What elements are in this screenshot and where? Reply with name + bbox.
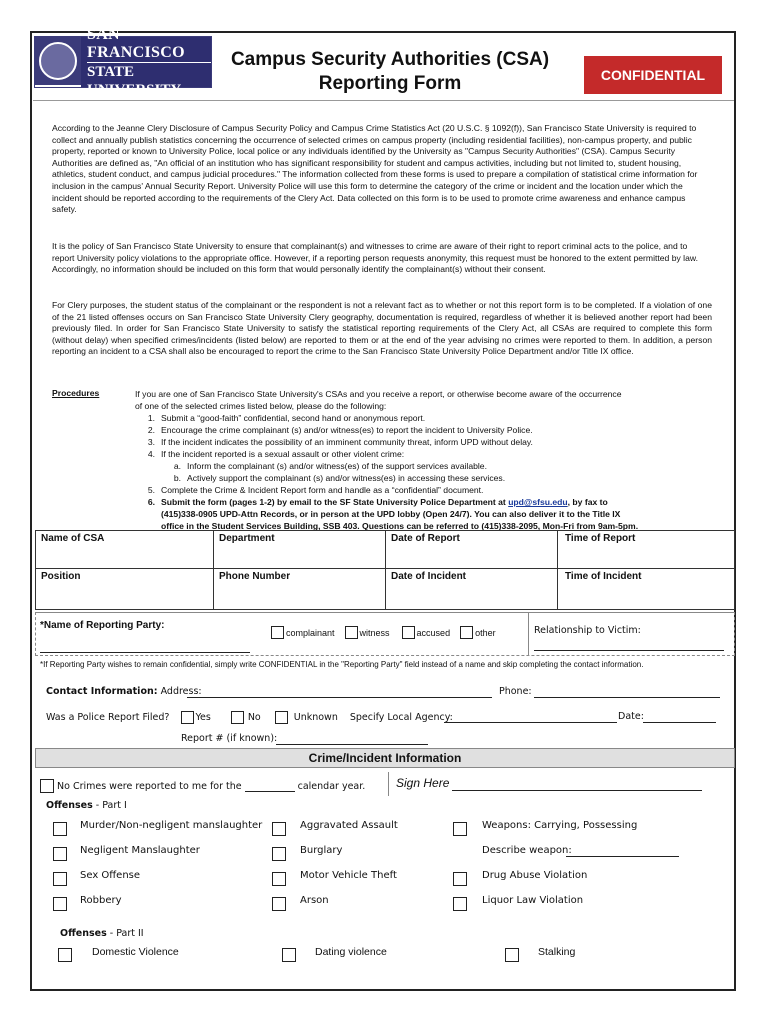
- procedure-step-6-line3: office in the Student Services Building, SSB 403. Questions can be referred to (415)338-2095, Mon-Fri from 9am-5pm.: [161, 521, 639, 531]
- police-date-label: Date:: [618, 711, 644, 722]
- police-yes-label: Yes: [195, 712, 211, 723]
- form-title-line2: Reporting Form: [318, 73, 462, 94]
- reporting-party-name-input[interactable]: [40, 652, 250, 653]
- time-of-report-field[interactable]: Time of Report: [565, 533, 636, 544]
- phone-number-field[interactable]: Phone Number: [219, 571, 291, 582]
- drug-abuse-checkbox[interactable]: [453, 872, 467, 886]
- time-of-incident-field[interactable]: Time of Incident: [565, 571, 642, 582]
- offenses-part2-heading: Offenses - Part II: [60, 928, 144, 939]
- sex-offense-label: Sex Offense: [80, 870, 141, 881]
- address-label: Address:: [160, 686, 202, 697]
- name-of-csa-field[interactable]: Name of CSA: [41, 533, 105, 544]
- police-no-label: No: [247, 712, 261, 723]
- complainant-checkbox[interactable]: [271, 626, 284, 639]
- procedure-step-4a: a. Inform the complainant (s) and/or witness(es) of the support services available.: [173, 461, 487, 471]
- procedure-step-2: 2. Encourage the crime complainant (s) and/or witness(es) to report the incident to University Police.: [147, 425, 533, 435]
- describe-weapon-label: Describe weapon:: [482, 845, 572, 856]
- police-date-input[interactable]: [643, 722, 716, 723]
- address-input[interactable]: [187, 697, 492, 698]
- weapons-label: Weapons: Carrying, Possessing: [482, 820, 638, 831]
- relationship-divider: [528, 612, 529, 655]
- confidential-badge: CONFIDENTIAL: [584, 56, 722, 94]
- procedures-list: [135, 388, 735, 532]
- robbery-checkbox[interactable]: [53, 897, 67, 911]
- arson-checkbox[interactable]: [272, 897, 286, 911]
- signature-input[interactable]: [452, 790, 702, 791]
- motor-vehicle-theft-checkbox[interactable]: [272, 872, 286, 886]
- police-no-checkbox[interactable]: [231, 711, 244, 724]
- dating-violence-checkbox[interactable]: [282, 948, 296, 962]
- burglary-checkbox[interactable]: [272, 847, 286, 861]
- report-number-input[interactable]: [276, 744, 428, 745]
- complainant-label: complainant: [286, 627, 335, 638]
- phone-label: Phone:: [499, 686, 532, 697]
- other-label: other: [475, 627, 496, 638]
- procedure-step-1: 1. Submit a “good-faith” confidential, second hand or anonymous report.: [147, 413, 426, 423]
- calendar-year-input[interactable]: [245, 781, 295, 792]
- no-crimes-checkbox[interactable]: [40, 779, 54, 793]
- murder-checkbox[interactable]: [53, 822, 67, 836]
- negligent-manslaughter-label: Negligent Manslaughter: [80, 845, 200, 856]
- offenses-part1-heading: Offenses - Part I: [46, 800, 127, 811]
- witness-checkbox[interactable]: [345, 626, 358, 639]
- sfsu-logo: [34, 25, 212, 98]
- csa-info-grid: [35, 530, 735, 610]
- negligent-manslaughter-checkbox[interactable]: [53, 847, 67, 861]
- aggravated-assault-checkbox[interactable]: [272, 822, 286, 836]
- form-title-line1: Campus Security Authorities (CSA): [230, 49, 550, 70]
- relationship-input[interactable]: [534, 650, 724, 651]
- no-crimes-text: No Crimes were reported to me for the: [57, 780, 242, 792]
- local-agency-label: Specify Local Agency:: [349, 712, 453, 723]
- position-field[interactable]: Position: [41, 571, 81, 582]
- procedure-step-3: 3. If the incident indicates the possibility of an imminent community threat, inform UPD without delay.: [147, 437, 533, 447]
- party-role-options: [271, 626, 496, 639]
- reporting-party-label: *Name of Reporting Party:: [40, 620, 165, 631]
- procedures-heading: Procedures: [52, 388, 100, 398]
- procedure-step-6: 6. Submit the form (pages 1-2) by email to the SF State University Police Department at upd@sfsu.edu, by fax to: [147, 497, 608, 507]
- confidential-note: *If Reporting Party wishes to remain confidential, simply write CONFIDENTIAL in the "Reporting Party" field instead of a name and skip completing the contact information.: [40, 660, 644, 669]
- contact-phone-input[interactable]: [534, 697, 720, 698]
- burglary-label: Burglary: [300, 845, 343, 856]
- date-of-report-field[interactable]: Date of Report: [391, 533, 460, 544]
- dating-violence-label: Dating violence: [315, 946, 387, 958]
- procedures-intro-1: If you are one of San Francisco State University's CSAs and you receive a report, or otherwise become aware of the occurrence: [135, 389, 622, 399]
- procedure-step-6-line2: (415)338-0905 UPD-Attn Records, or in person at the UPD lobby (Open 24/7). You can also deliver it to the Title IX: [161, 509, 621, 519]
- header-divider: [33, 100, 734, 101]
- crime-incident-section-header: Crime/Incident Information: [35, 748, 735, 768]
- logo-line1: SAN FRANCISCO: [87, 25, 185, 61]
- logo-line2: STATE UNIVERSITY: [87, 62, 211, 99]
- department-field[interactable]: Department: [219, 533, 275, 544]
- intro-paragraph-1: According to the Jeanne Clery Disclosure of Campus Security Policy and Campus Crime Statistics Act (20 U.S.C. § 1092(f)), San Francisco State University is required to collect and annually publish statistics concerning the occurrence of selected crimes on campus property (including residential facilities), non-campus property, and public property, reported or known to University Police, local police or any individuals identified by the University as "Campus Security Authorities" (CSA). Campus Security Authorities are defined as, "An official of an institution who has significant responsibility for student and campus activities, including but not limited to, student housing, athletics, student conduct, and campus judicial procedures." The information collected from these forms is used to prepare a compilation of statistical crime information for inclusion in the campus' Annual Security Report. University Police will use this form to determine the category of the crime or incident and the location under which the incident should be reported according to the requirements of the Clery Act. Data collected on this form is to be used to promote crime awareness and enhance campus safety.: [52, 123, 698, 215]
- robbery-label: Robbery: [80, 895, 122, 906]
- upd-email-link[interactable]: upd@sfsu.edu: [508, 497, 568, 507]
- date-of-incident-field[interactable]: Date of Incident: [391, 571, 467, 582]
- procedures-intro-2: of one of the selected crimes listed below, please do the following:: [135, 401, 387, 411]
- stalking-label: Stalking: [538, 946, 576, 958]
- calendar-year-text: calendar year.: [297, 780, 366, 792]
- weapons-checkbox[interactable]: [453, 822, 467, 836]
- sex-offense-checkbox[interactable]: [53, 872, 67, 886]
- accused-checkbox[interactable]: [402, 626, 415, 639]
- procedure-step-4b: b. Actively support the complainant (s) and/or witness(es) in accessing these services.: [173, 473, 506, 483]
- procedure-step-5: 5. Complete the Crime & Incident Report form and handle as a “confidential” document.: [147, 485, 484, 495]
- stalking-checkbox[interactable]: [505, 948, 519, 962]
- relationship-label: Relationship to Victim:: [534, 625, 641, 636]
- contact-info-row: [46, 686, 202, 697]
- police-unknown-label: Unknown: [293, 712, 338, 723]
- police-unknown-checkbox[interactable]: [275, 711, 288, 724]
- liquor-law-label: Liquor Law Violation: [482, 895, 584, 906]
- intro-paragraph-3: For Clery purposes, the student status of the complainant or the respondent is not a relevant fact as to whether or not this report form is to be completed. If a violation of one of the 21 listed offenses occurs on San Francisco State University Clery geography, documentation is required, regardless of whether it is believed another report had been previously filed. In order for San Francisco State University to satisfy the statistical reporting requirements of the Clery Act, all CSAs are required to complete this form (without delay) when specified crimes/incidents (listed below) are reported to them or at the end of the year advising no crimes were reported to them. In addition, a person reporting an incident to a CSA shall also be encouraged to report the crime to the San Francisco State University Police Department and/or Title IX office.: [52, 300, 712, 357]
- murder-label: Murder/Non-negligent manslaughter: [80, 820, 263, 831]
- accused-label: accused: [416, 627, 451, 638]
- sign-here-label: Sign Here: [396, 776, 450, 790]
- report-number-label: Report # (if known):: [181, 733, 278, 744]
- intro-paragraph-2: It is the policy of San Francisco State University to ensure that complainant(s) and witnesses to crime are aware of their right to report criminal acts to the police, and to report University policy violations to the appropriate office. However, if a reporting person requests anonymity, this request must be honored to the extent permitted by law. Accordingly, no information should be included on this form that would personally identify the complainant(s) without their consent.: [52, 241, 698, 275]
- domestic-violence-checkbox[interactable]: [58, 948, 72, 962]
- arson-label: Arson: [300, 895, 329, 906]
- police-report-row: [46, 711, 453, 724]
- describe-weapon-input[interactable]: [566, 856, 679, 857]
- sign-divider: [388, 772, 389, 796]
- motor-vehicle-theft-label: Motor Vehicle Theft: [300, 870, 397, 881]
- police-yes-checkbox[interactable]: [181, 711, 194, 724]
- aggravated-assault-label: Aggravated Assault: [300, 820, 398, 831]
- university-seal-icon: [35, 37, 81, 85]
- liquor-law-checkbox[interactable]: [453, 897, 467, 911]
- local-agency-input[interactable]: [444, 722, 617, 723]
- no-crimes-row: [40, 779, 365, 793]
- drug-abuse-label: Drug Abuse Violation: [482, 870, 588, 881]
- police-report-question: Was a Police Report Filed?: [46, 712, 170, 723]
- contact-info-label: Contact Information:: [46, 686, 158, 697]
- witness-label: witness: [359, 627, 390, 638]
- other-checkbox[interactable]: [460, 626, 473, 639]
- domestic-violence-label: Domestic Violence: [92, 946, 179, 958]
- procedure-step-4: 4. If the incident reported is a sexual assault or other violent crime:: [147, 449, 405, 459]
